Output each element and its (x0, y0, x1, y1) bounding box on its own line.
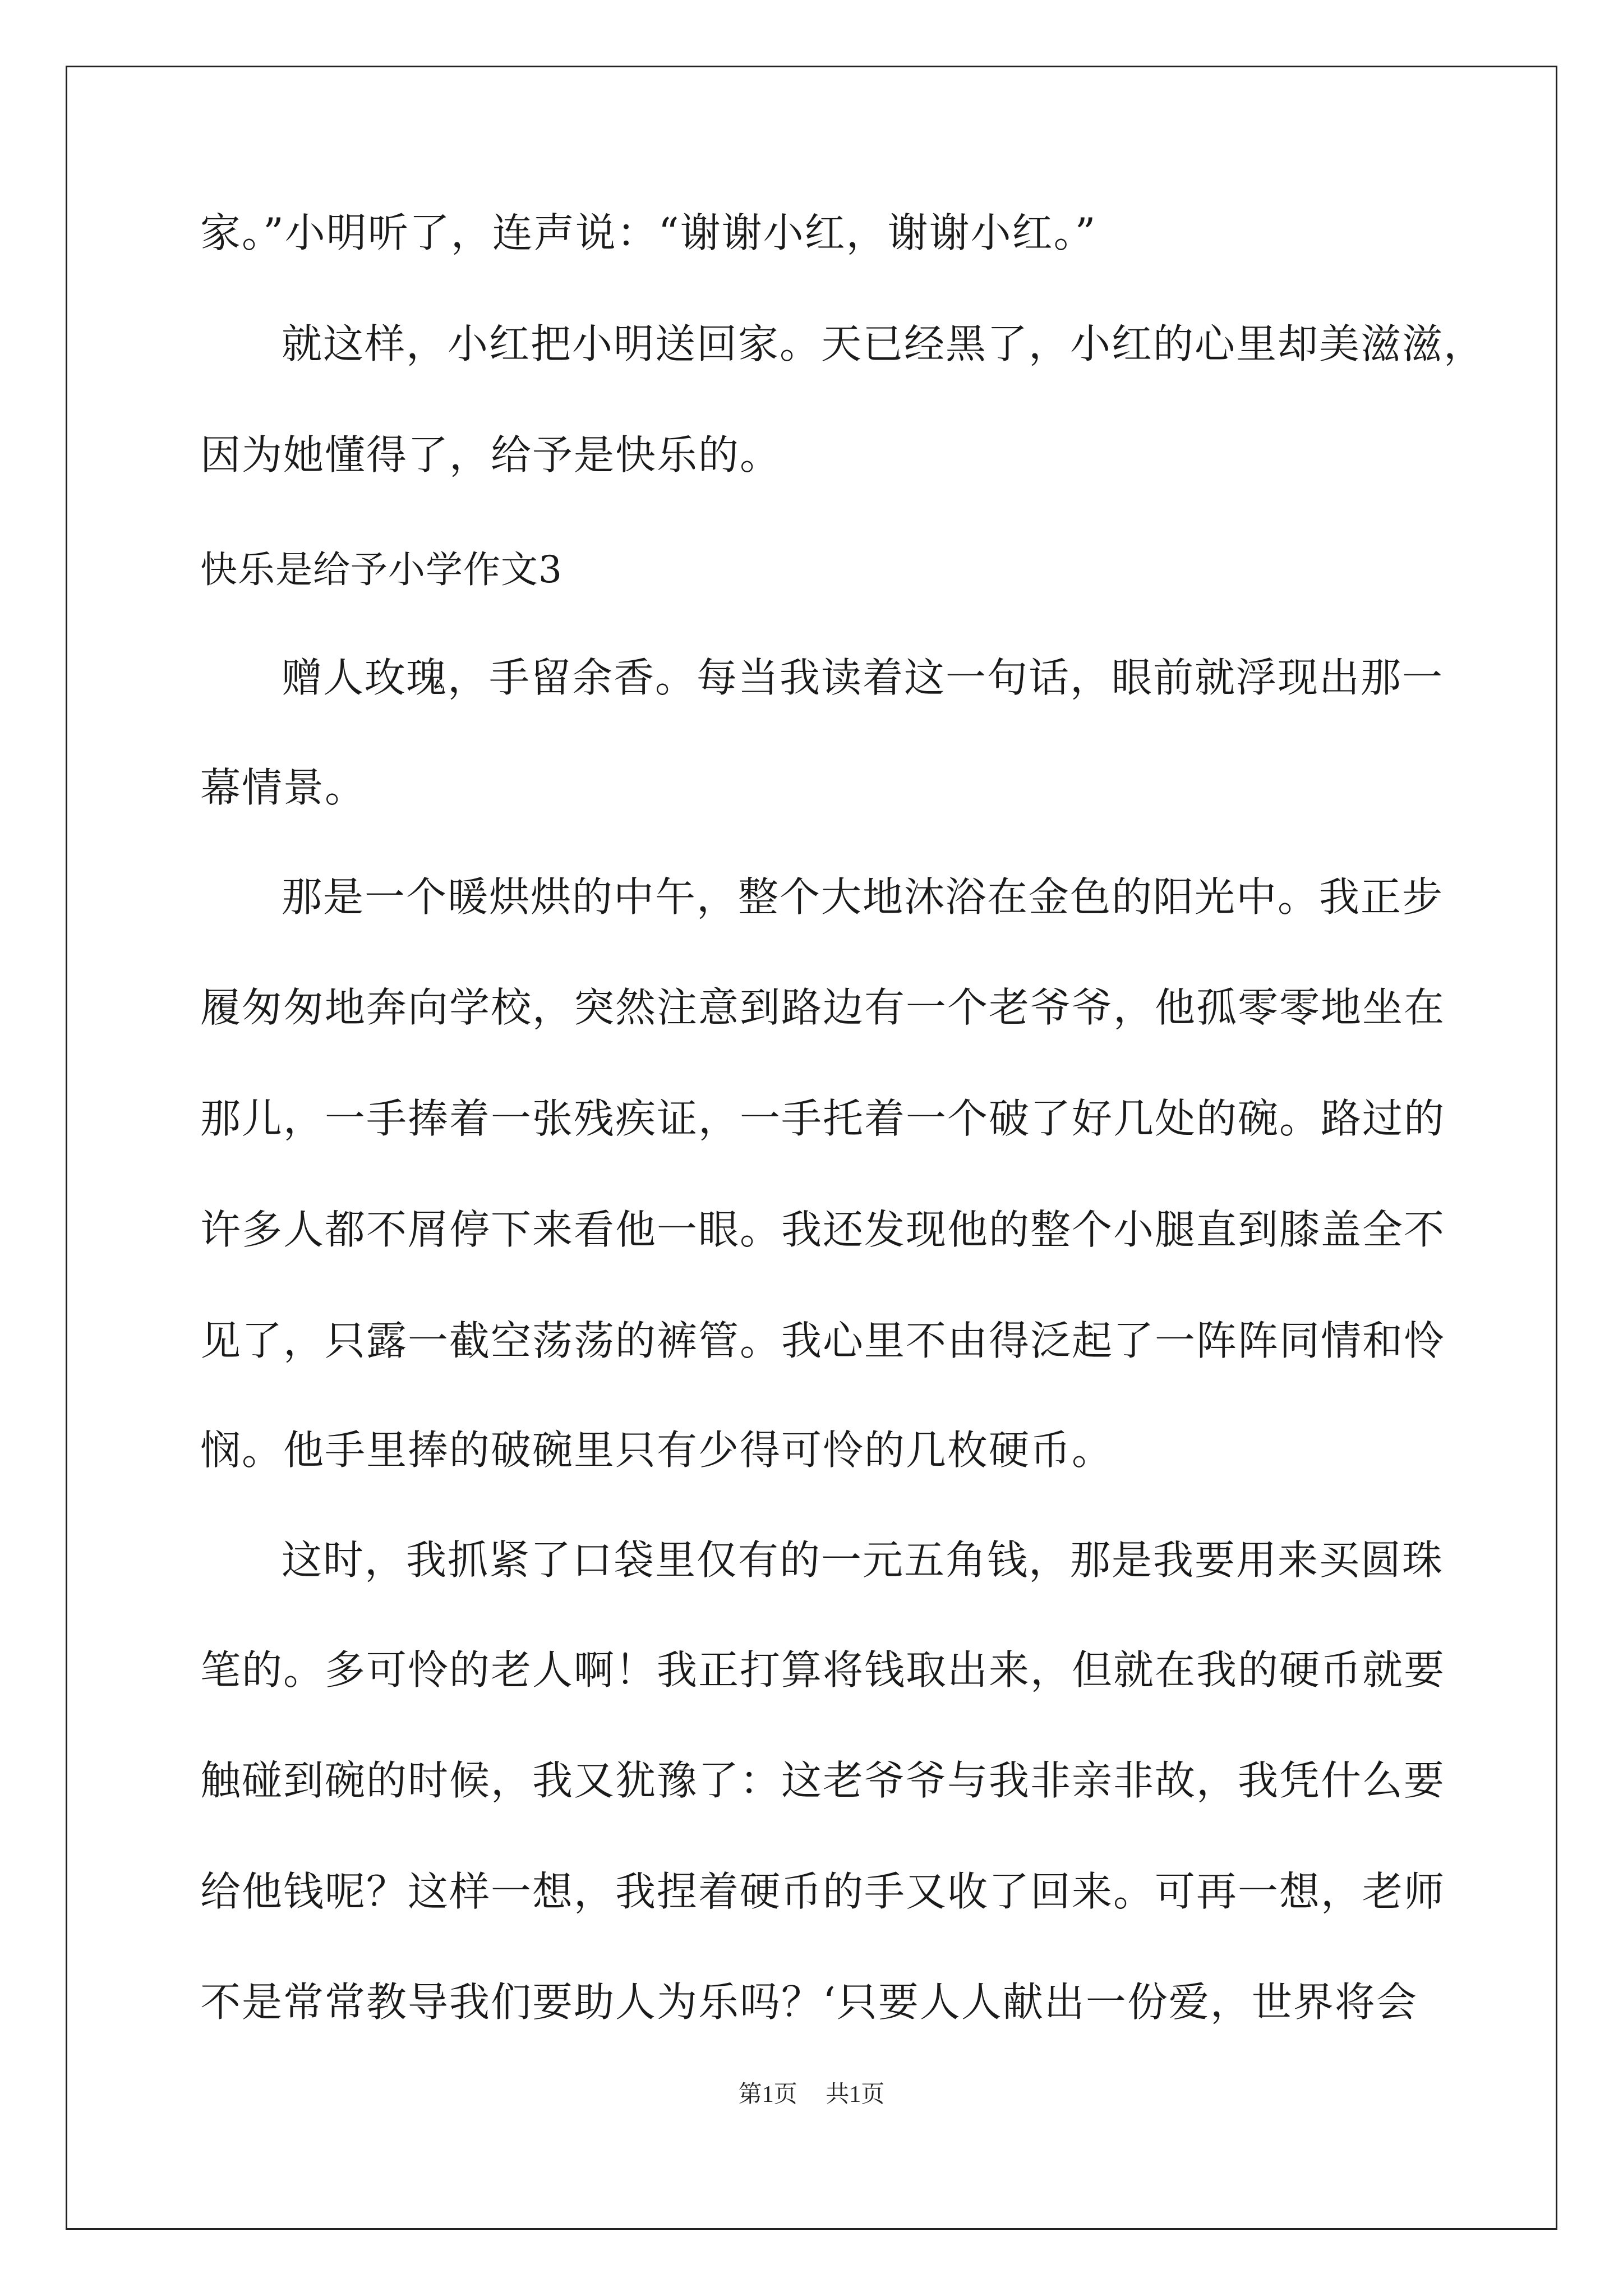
text-line-12: 悯。他手里捧的破碗里只有少得可怜的几枚硬币。 (200, 1427, 1114, 1474)
page-total: 共1页 (826, 2082, 885, 2108)
text-line-6: 幕情景。 (200, 764, 367, 811)
text-line-13: 这时，我抓紧了口袋里仅有的一元五角钱，那是我要用来买圆珠 (282, 1536, 1444, 1584)
text-line-17: 不是常常教导我们要助人为乐吗？‘只要人人献出一份爱，世界将会 (200, 1978, 1418, 2026)
text-line-1: 家。”小明听了，连声说：“谢谢小红，谢谢小红。” (200, 209, 1097, 256)
text-line-9: 那儿，一手捧着一张残疾证，一手托着一个破了好几处的碗。路过的 (200, 1095, 1446, 1142)
text-line-11: 见了，只露一截空荡荡的裤管。我心里不由得泛起了一阵阵同情和怜 (200, 1317, 1446, 1364)
text-line-8: 履匆匆地奔向学校，突然注意到路边有一个老爷爷，他孤零零地坐在 (200, 984, 1446, 1031)
page-footer (0, 2083, 1623, 2106)
text-line-7: 那是一个暖烘烘的中午，整个大地沐浴在金色的阳光中。我正步 (282, 873, 1444, 921)
page-number: 第1页 (738, 2082, 797, 2108)
text-line-2: 就这样，小红把小明送回家。天已经黑了，小红的心里却美滋滋， (282, 320, 1486, 367)
text-line-14: 笔的。多可怜的老人啊！我正打算将钱取出来，但就在我的硬币就要 (200, 1646, 1446, 1694)
text-line-15: 触碰到碗的时候，我又犹豫了：这老爷爷与我非亲非故，我凭什么要 (200, 1757, 1446, 1804)
section-heading: 快乐是给予小学作文3 (200, 548, 562, 591)
text-line-5: 赠人玫瑰，手留余香。每当我读着这一句话，眼前就浮现出那一 (282, 654, 1444, 701)
text-line-16: 给他钱呢？这样一想，我捏着硬币的手又收了回来。可再一想，老师 (200, 1868, 1446, 1915)
text-line-3: 因为她懂得了，给予是快乐的。 (200, 431, 782, 478)
text-line-10: 许多人都不屑停下来看他一眼。我还发现他的整个小腿直到膝盖全不 (200, 1206, 1446, 1253)
